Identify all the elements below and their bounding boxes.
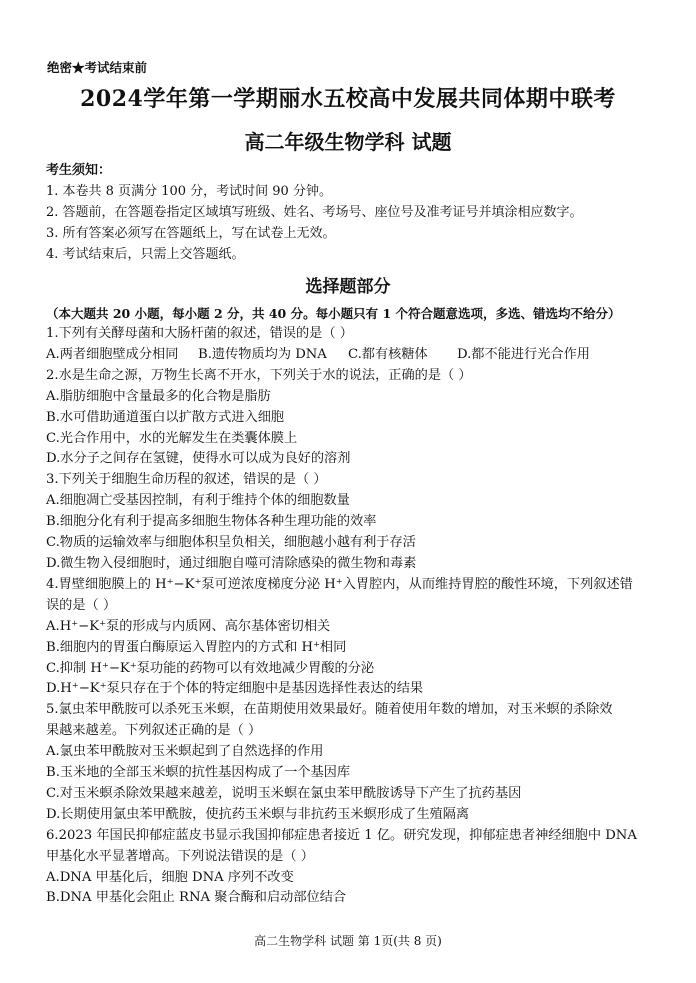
option-c: C.光合作用中，水的光解发生在类囊体膜上 [46, 430, 298, 446]
candidate-notes [46, 161, 666, 265]
option-b: B.水可借助通道蛋白以扩散方式进入细胞 [46, 409, 285, 425]
notes-item: 2. 答题前，在答题卷指定区域填写班级、姓名、考场号、座位号及准考证号并填涂相应数字。 [46, 205, 583, 220]
option-b: B.玉米地的全部玉米螟的抗性基因构成了一个基因库 [46, 765, 351, 781]
exam-subtitle: 高二年级生物学科 试题 [244, 130, 452, 154]
option-c: C.对玉米螟杀除效果越来越差，说明玉米螟在氯虫苯甲酰胺诱导下产生了抗药基因 [46, 785, 522, 801]
option-b: B.DNA 甲基化会阻止 RNA 聚合酶和启动部位结合 [46, 890, 347, 906]
option-c: C.物质的运输效率与细胞体积呈负相关，细胞越小越有利于存活 [46, 535, 416, 551]
option-b: B.细胞分化有利于提高多细胞生物体各种生理功能的效率 [46, 514, 377, 530]
notes-item: 1. 本卷共 8 页满分 100 分，考试时间 90 分钟。 [46, 184, 332, 199]
question-stem-continued: 甲基化水平显著增高。下列说法错误的是（ ） [46, 848, 314, 864]
option-d: D.都不能进行光合作用 [457, 346, 590, 362]
notes-item: 3. 所有答案必须写在答题纸上，写在试卷上无效。 [46, 226, 336, 241]
question-stem: 3.下列关于细胞生命历程的叙述，错误的是（ ） [46, 472, 327, 488]
option-a: A.两者细胞壁成分相同 [46, 346, 179, 362]
option-d: D.水分子之间存在氢键，使得水可以成为良好的溶剂 [46, 451, 351, 467]
option-d: D.微生物入侵细胞时，通过细胞自噬可清除感染的微生物和毒素 [46, 555, 417, 571]
question-stem: 2.水是生命之源，万物生长离不开水，下列关于水的说法，正确的是（ ） [46, 367, 472, 383]
question-stem-continued: 误的是（ ） [46, 597, 117, 613]
option-a: A.H⁺−K⁺泵的形成与内质网、高尔基体密切相关 [46, 618, 331, 634]
option-b: B.遗传物质均为 DNA [198, 346, 327, 362]
secret-label: 绝密★考试结束前 [47, 60, 148, 75]
option-a: A.脂肪细胞中含量最多的化合物是脂肪 [46, 388, 271, 404]
question-stem: 5.氯虫苯甲酰胺可以杀死玉米螟，在苗期使用效果最好。随着使用年数的增加，对玉米螟的杀除效 [46, 702, 613, 718]
question-stem: 4.胃壁细胞膜上的 H⁺−K⁺泵可逆浓度梯度分泌 H⁺入胃腔内，从而维持胃腔的酸性环境，下列叙述错 [46, 576, 633, 592]
option-a: A.DNA 甲基化后，细胞 DNA 序列不改变 [46, 869, 294, 885]
question-stem-continued: 果越来越差。下列叙述正确的是（ ） [46, 723, 262, 739]
page-footer: 高二生物学科 试题 第 1页(共 8 页) [254, 934, 442, 948]
option-a: A.细胞凋亡受基因控制，有利于维持个体的细胞数量 [46, 493, 350, 509]
exam-title: 2024学年第一学期丽水五校高中发展共同体期中联考 [80, 86, 616, 112]
option-a: A.氯虫苯甲酰胺对玉米螟起到了自然选择的作用 [46, 744, 324, 760]
notes-item: 4. 考试结束后，只需上交答题纸。 [46, 247, 245, 262]
option-d: D.H⁺−K⁺泵只存在于个体的特定细胞中是基因选择性表达的结果 [46, 681, 424, 697]
question-stem: 1.下列有关酵母菌和大肠杆菌的叙述，错误的是（ ） [46, 326, 353, 341]
option-d: D.长期使用氯虫苯甲酰胺，使抗药玉米螟与非抗药玉米螟形成了生殖隔离 [46, 806, 470, 822]
section-instruction: （本大题共 20 小题，每小题 2 分，共 40 分。每小题只有 1 个符合题意选项，多选、错选均不给分） [46, 306, 621, 321]
option-row [46, 345, 656, 366]
option-c: C.抑制 H⁺−K⁺泵功能的药物可以有效地减少胃酸的分泌 [46, 660, 375, 676]
question-list [46, 324, 656, 909]
question-stem: 6.2023 年国民抑郁症蓝皮书显示我国抑郁症患者接近 1 亿。研究发现，抑郁症患者神经细胞中 DNA [46, 827, 637, 843]
option-c: C.都有核糖体 [348, 346, 428, 362]
option-b: B.细胞内的胃蛋白酶原运入胃腔内的方式和 H⁺相同 [46, 639, 347, 655]
section-title: 选择题部分 [305, 277, 391, 297]
notes-heading: 考生须知： [46, 163, 112, 178]
